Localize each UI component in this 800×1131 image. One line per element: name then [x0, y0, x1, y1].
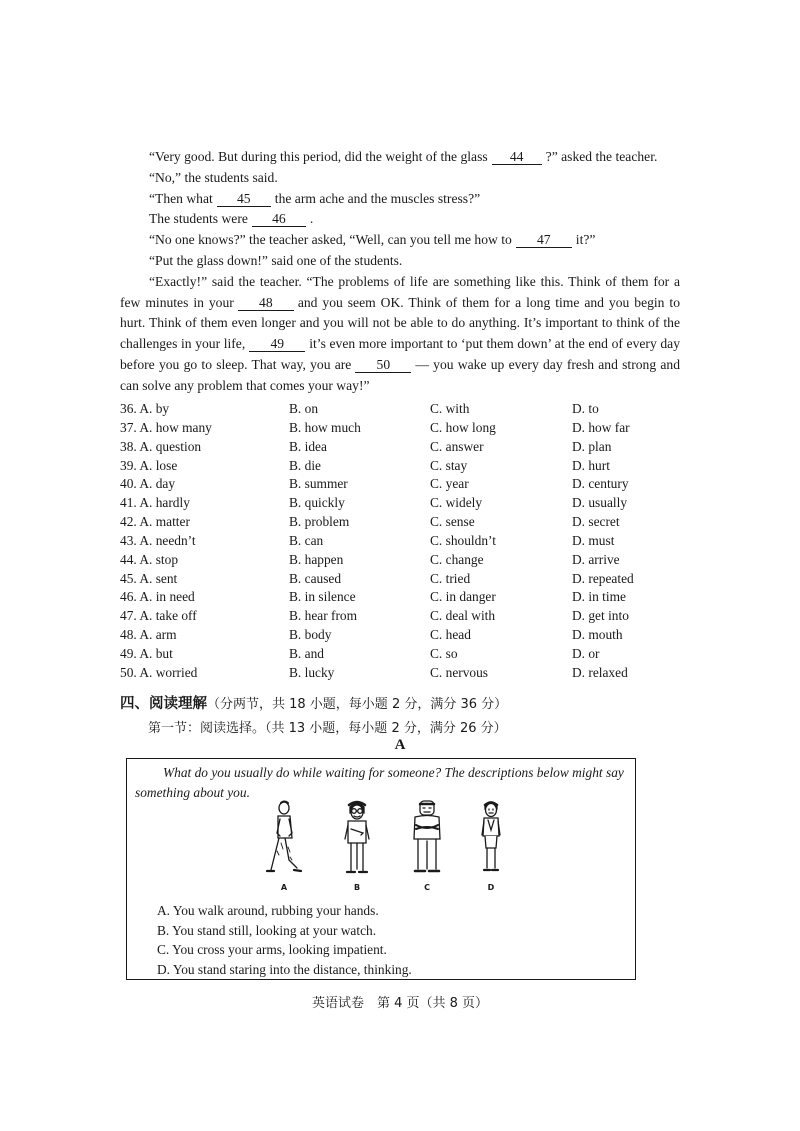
dialogue-text: it’s even more important to ‘put them down’ at the end of every day before you go to sleep. That way, you are [120, 336, 680, 372]
option-d: D. get into [572, 608, 629, 624]
option-row [120, 457, 680, 476]
option-c: C. change [430, 551, 484, 567]
description-a: A. You walk around, rubbing your hands. [157, 903, 379, 918]
option-b: B. in silence [289, 589, 356, 605]
option-row [120, 419, 680, 438]
dialogue-line [120, 230, 680, 251]
option-c: C. shouldn’t [430, 532, 496, 548]
option-b: B. lucky [289, 664, 335, 680]
option-row [120, 664, 680, 683]
arms-crossed-person-icon [407, 799, 447, 883]
page-footer: 英语试卷 第 4 页（共 8 页） [311, 996, 489, 1011]
option-d: D. arrive [572, 551, 620, 567]
dialogue-text: . [309, 211, 314, 227]
figure-illustrations [127, 799, 637, 895]
description-d: D. You stand staring into the distance, thinking. [157, 961, 412, 977]
option-b: B. hear from [289, 608, 358, 624]
figure-label: B [353, 883, 361, 892]
walking-person-icon [264, 799, 304, 883]
option-d: D. must [572, 532, 615, 548]
option-c: C. sense [430, 514, 475, 530]
figure-label: A [280, 883, 288, 892]
section-title-note: （分两节，共 18 小题，每小题 2 分，满分 36 分） [207, 697, 508, 712]
option-c: C. year [430, 476, 469, 492]
dialogue-text: “No one knows?” the teacher asked, “Well, can you tell me how to [149, 232, 512, 248]
option-c: C. so [430, 645, 458, 661]
option-a: 43. A. needn’t [120, 532, 196, 548]
option-d: D. relaxed [572, 664, 628, 680]
option-b: B. quickly [289, 495, 345, 511]
option-row [120, 626, 680, 645]
option-row [120, 607, 680, 626]
dialogue-text: the arm ache and the muscles stress?” [274, 190, 481, 206]
figure-label: D [487, 883, 495, 892]
option-a: 45. A. sent [120, 570, 178, 586]
option-d: D. plan [572, 438, 612, 454]
option-b: B. happen [289, 551, 344, 567]
blank-45: 45 [217, 191, 271, 207]
option-row [120, 400, 680, 419]
option-c: C. answer [430, 438, 484, 454]
figure-label: C [424, 883, 430, 892]
option-a: 46. A. in need [120, 589, 195, 605]
option-b: B. how much [289, 419, 361, 435]
blank-50: 50 [355, 357, 411, 373]
option-d: D. or [572, 645, 600, 661]
option-d: D. usually [572, 495, 628, 511]
figure-a-walking-person [264, 799, 304, 895]
option-a: 41. A. hardly [120, 495, 190, 511]
option-a: 39. A. lose [120, 457, 178, 473]
dialogue-text: it?” [575, 232, 596, 248]
option-a: 49. A. but [120, 645, 173, 661]
option-a: 50. A. worried [120, 664, 198, 680]
section-title [120, 692, 507, 713]
section-title-text: 四、阅读理解 [120, 696, 207, 712]
option-row [120, 645, 680, 664]
option-c: C. deal with [430, 608, 496, 624]
dialogue-paragraph [120, 272, 680, 397]
option-d: D. to [572, 401, 599, 416]
option-row [120, 494, 680, 513]
dialogue-text: “Exactly!” said the teacher. “The problems of life are something like this. Think of them for a few minutes in your [120, 273, 680, 310]
option-d: D. century [572, 476, 629, 492]
option-row [120, 475, 680, 494]
figure-c-arms-crossed-person [407, 799, 447, 895]
blank-48: 48 [238, 295, 294, 311]
option-d: D. repeated [572, 570, 634, 586]
option-d: D. how far [572, 419, 630, 435]
figure-d-standing-person [471, 799, 511, 895]
standing-person-icon [471, 799, 511, 883]
option-row [120, 551, 680, 570]
option-a: 37. A. how many [120, 419, 212, 435]
option-d: D. secret [572, 514, 620, 530]
description-b: B. You stand still, looking at your watch. [157, 922, 377, 938]
option-a: 38. A. question [120, 438, 202, 454]
passage-letter: A [394, 737, 406, 753]
option-c: C. stay [430, 457, 468, 473]
option-b: B. and [289, 645, 324, 661]
option-a: 47. A. take off [120, 608, 197, 624]
option-row [120, 513, 680, 532]
dialogue-line [120, 189, 680, 210]
option-d: D. mouth [572, 627, 623, 643]
dialogue-text: and you seem OK. Think of them for a long time and you begin to hurt. Think of them even longer and you will not be able to do anything. It’s important to think of the challenges in your life, [120, 294, 681, 352]
dialogue-text: — you wake up every day fresh and strong and can solve any problem that comes your way!” [120, 356, 680, 393]
option-d: D. hurt [572, 457, 610, 473]
option-b: B. can [289, 532, 324, 548]
option-c: C. in danger [430, 589, 496, 605]
option-c: C. widely [430, 495, 483, 511]
description-c: C. You cross your arms, looking impatient. [157, 942, 387, 957]
glasses-person-icon [337, 799, 377, 883]
options-grid [120, 400, 680, 683]
blank-46: 46 [252, 211, 306, 227]
option-a: 40. A. day [120, 476, 176, 492]
option-b: B. body [289, 627, 332, 643]
option-c: C. nervous [430, 664, 489, 680]
option-b: B. die [289, 457, 321, 473]
option-b: B. problem [289, 514, 350, 530]
passage-a-box [126, 758, 636, 980]
option-c: C. with [430, 401, 470, 416]
option-row [120, 532, 680, 551]
option-b: B. idea [289, 438, 327, 454]
option-a: 42. A. matter [120, 514, 190, 530]
blank-47: 47 [516, 232, 572, 248]
dialogue-text: “Very good. But during this period, did the weight of the glass [149, 149, 488, 164]
option-row [120, 570, 680, 589]
dialogue-line: “No,” the students said. [149, 169, 278, 185]
option-c: C. head [430, 627, 471, 643]
option-row [120, 438, 680, 457]
option-a: 44. A. stop [120, 551, 179, 567]
option-a: 36. A. by [120, 401, 170, 416]
option-b: B. caused [289, 570, 342, 586]
dialogue-line [120, 147, 680, 168]
option-b: B. summer [289, 476, 348, 492]
option-c: C. how long [430, 419, 496, 435]
option-row [120, 588, 680, 607]
dialogue-line: “Put the glass down!” said one of the students. [149, 252, 403, 268]
option-a: 48. A. arm [120, 627, 177, 643]
dialogue-text: “Then what [149, 190, 213, 206]
dialogue-text: The students were [149, 211, 248, 227]
cloze-dialogue [120, 147, 680, 397]
blank-44: 44 [492, 149, 542, 165]
figure-b-glasses-person [337, 799, 377, 895]
figure-descriptions [157, 901, 412, 979]
section-subtitle: 第一节：阅读选择。（共 13 小题，每小题 2 分，满分 26 分） [148, 721, 507, 736]
dialogue-line [120, 209, 680, 230]
option-d: D. in time [572, 589, 626, 605]
option-b: B. on [289, 401, 319, 416]
dialogue-text: ?” asked the teacher. [545, 149, 658, 164]
passage-intro: What do you usually do while waiting for someone? The descriptions below might say something about you. [135, 765, 624, 800]
blank-49: 49 [249, 336, 305, 352]
option-c: C. tried [430, 570, 471, 586]
